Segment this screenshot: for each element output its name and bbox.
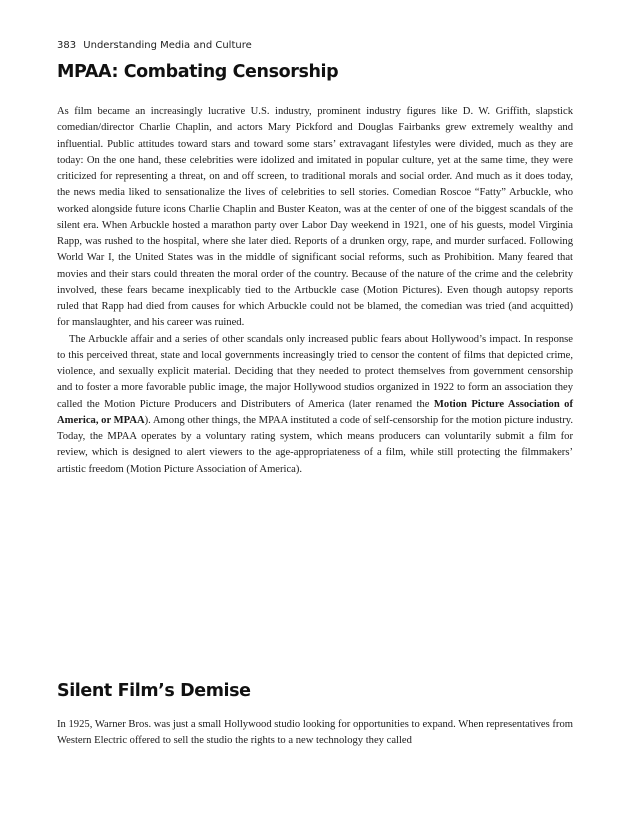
paragraph-text: The Arbuckle affair and a series of other scandals only increased public fears about Hollywood’s impact. In response to this perceived threat, state and local governments increasingly tried to censor the content of films that depicted crime, violence, and sexually explicit material. Deciding that they needed to protect themselves from government censorship and to foster a more favorable public image, the major Hollywood studios organized in 1922 to form an association they called the Motion Picture Producers and Distributers of America (later renamed the [57, 333, 573, 410]
key-term: Motion Picture Association of America, or MPAA [57, 398, 573, 426]
section-body-mpaa [57, 104, 573, 478]
paragraph-mpaa-formation [57, 332, 573, 478]
book-title: Understanding Media and Culture [83, 40, 252, 51]
paragraph-arbuckle: As film became an increasingly lucrative U.S. industry, prominent industry figures like D. W. Griffith, slapstick comedian/director Charlie Chaplin, and actors Mary Pickford and Douglas Fairbanks grew extremely wealthy and influential. Public attitudes toward stars and toward some stars’ extravagant lifestyles were divided, much as they are today: On the one hand, these celebrities were idolized and imitated in popular culture, yet at the same time, they were criticized for representing a threat, on and off screen, to traditional morals and social order. And much as it does today, the news media liked to sensationalize the lives of celebrities to sell stories. Comedian Roscoe “Fatty” Arbuckle, who worked alongside future icons Charlie Chaplin and Buster Keaton, was at the center of one of the biggest scandals of the silent era. When Arbuckle hosted a marathon party over Labor Day weekend in 1921, one of his guests, model Virginia Rapp, was rushed to the hospital, where she later died. Reports of a drunken orgy, rape, and murder surfaced. Following World War I, the United States was in the middle of significant social reforms, such as Prohibition. Many feared that movies and their stars could threaten the moral order of the country. Because of the nature of the crime and the celebrity involved, these fears became inexplicably tied to the Artbuckle case (Motion Pictures). Even though autopsy reports ruled that Rapp had died from causes for which Arbuckle could not be blamed, the comedian was tried (and acquitted) for manslaughter, and his career was ruined. [57, 106, 573, 329]
running-header [57, 40, 252, 51]
section-heading-mpaa: MPAA: Combating Censorship [57, 62, 339, 82]
paragraph-text: ). Among other things, the MPAA instituted a code of self-censorship for the motion picture industry. Today, the MPAA operates by a voluntary rating system, which means producers can voluntarily submit a film for review, which is designed to alert viewers to the age-appropriateness of a film, while still protecting the filmmakers’ artistic freedom (Motion Picture Association of America). [57, 414, 573, 475]
section-body-silent-film [57, 717, 573, 750]
paragraph-warner-bros: In 1925, Warner Bros. was just a small Hollywood studio looking for opportunities to expand. When representatives from Western Electric offered to sell the studio the rights to a new technology they called [57, 719, 573, 747]
section-heading-silent-film: Silent Film’s Demise [57, 681, 251, 701]
page-number: 383 [57, 40, 77, 51]
